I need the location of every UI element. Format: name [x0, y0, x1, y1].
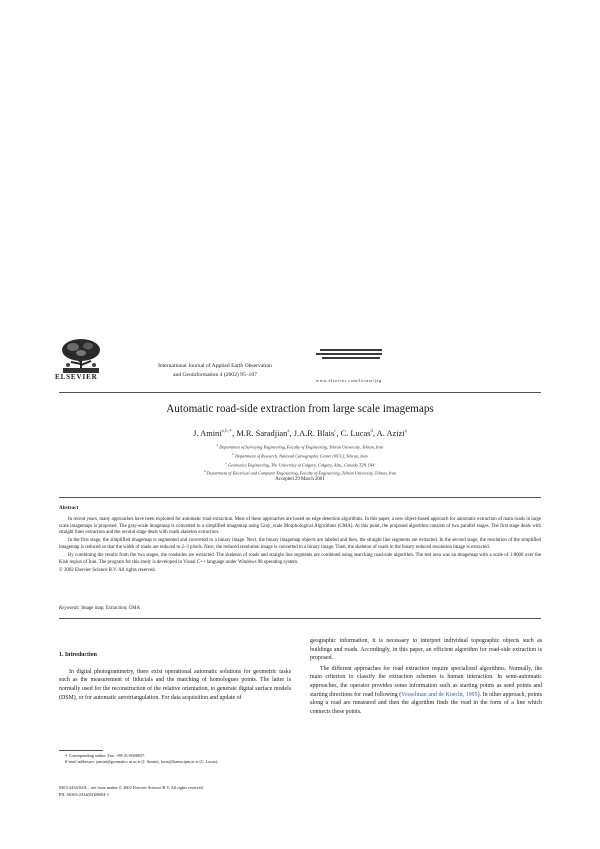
- author-name: C. Lucas: [340, 428, 371, 438]
- body-paragraph: [310, 665, 542, 717]
- header-rule: [59, 392, 541, 393]
- author-affiliation-mark[interactable]: d: [370, 429, 373, 434]
- journal-url[interactable]: www.elsevier.com/locate/jag: [316, 378, 382, 383]
- section-heading: 1. Introduction: [59, 652, 97, 658]
- abstract-paragraph: By combining the results from the two stages, the roadsides are extracted. The skeleton of roads and straight line segments are combined using searching road-side algorithm. The test area was an imagemap with a scale of 1:8000 over the Kish region of Iran. The program for this study is developed in Visual C++ language under Windows 98 operating system.: [59, 553, 541, 565]
- paragraph-text: The different approaches for road extraction require specialized algorithms. Normally, the main criterion to classify the extraction schemes is human interaction. In semi-automatic approaches, the operator provides some information such as starting points as seed points and starting directions for road following (: [310, 665, 542, 698]
- front-matter-line: 0303-2434/02/$ – see front matter © 2002 Elsevier Science B.V. All rights reserved.: [59, 785, 204, 790]
- front-matter: [59, 785, 541, 798]
- email-note: [59, 759, 291, 765]
- left-column: [59, 651, 291, 703]
- affiliation-mark: c: [225, 460, 228, 465]
- accepted-date: Accepted 29 March 2001: [275, 477, 325, 482]
- author-affiliation-mark[interactable]: a: [404, 429, 407, 434]
- affiliation-text: Department of Surveying Engineering, Faculty of Engineering, Tehran University, Tehran, Iran: [218, 444, 384, 450]
- footnotes: [59, 753, 291, 766]
- keywords-label: Keywords:: [59, 606, 81, 611]
- affiliation-mark: b: [232, 451, 235, 456]
- abstract-copyright: © 2002 Elsevier Science B.V. All rights reserved.: [59, 567, 156, 573]
- affiliation-mark: a: [216, 443, 219, 447]
- author-affiliation-mark[interactable]: a,b,∗: [221, 429, 233, 434]
- affiliation-line: [59, 460, 541, 469]
- body-paragraph: geographic information, it is necessary to interpret individual topographic objects such as buildings and roads. Accordingly, in this paper, an efficient algorithm for road-side extraction is proposed.: [310, 638, 542, 662]
- journal-name: International Journal of Applied Earth Observation: [158, 363, 272, 369]
- author-name: J. Amini: [193, 428, 222, 438]
- abstract-heading: Abstract: [59, 505, 79, 511]
- affiliation-text: Geomatics Engineering, The University of Calgary, Calgary, Alta., Canada T2N 1N4: [227, 462, 375, 468]
- email-label: E-mail addresses:: [65, 759, 96, 765]
- abstract-bottom-rule: [59, 618, 541, 619]
- affiliation-text: Department of Electrical and Computer Engineering, Faculty of Engineering, Tehran University, Tehran, Iran: [205, 470, 397, 476]
- affiliation-line: [59, 442, 541, 451]
- author-name: A. Azizi: [376, 428, 405, 438]
- affiliation-line: [59, 451, 541, 460]
- publisher-wordmark: ELSEVIER: [55, 373, 98, 381]
- author-list: J. Amini$^{a,b,∗}$, M.R. Saradjian$^a$, J.A.R. Blais$^c$, C. Lucas$^d$, A. Azizi$^a$: [193, 428, 407, 438]
- footnote-rule: [59, 750, 103, 751]
- right-column: [310, 637, 542, 717]
- keywords-line: [59, 606, 140, 611]
- journal-citation: [120, 362, 310, 380]
- abstract-paragraph: In the first stage, the simplified imagemap is segmented and converted to a binary image. Next, the binary imagemap objects are labeled and then, the straight line segments are extracted. In the second stage, the resolution of the simplified imagemap is reduced so that the width of roads are reduced to 2–3 pixels. Next, the reduced resolution image is converted to a binary image. Then, the skeleton of roads in the binary reduced resolution image is extracted.: [59, 538, 541, 550]
- paragraph-text: ). In other approach, points along a road are measured and then the algorithm finds the road in the form of a line which connects these points.: [310, 691, 543, 716]
- affiliation-line: [59, 468, 541, 477]
- citation-link[interactable]: Vosselman and de Knecht, 1995: [401, 691, 478, 698]
- journal-masthead-mark: [316, 349, 382, 361]
- corresponding-author-note: ∗ Corresponding author. Fax: +98-21-8008837.: [65, 753, 146, 758]
- author-name: M.R. Saradjian: [236, 428, 288, 438]
- abstract-top-rule: [59, 497, 541, 498]
- affiliation-mark: d: [203, 469, 206, 474]
- affiliation-list: [59, 442, 541, 477]
- pii-line: PII: S0303-2434(02)00004-1: [59, 791, 110, 797]
- article-title: Automatic road-side extraction from large scale imagemaps: [166, 403, 434, 415]
- author-affiliation-mark[interactable]: c: [334, 429, 337, 434]
- affiliation-text: Department of Research, National Cartographic Center (NCC), Tehran, Iran: [234, 453, 368, 459]
- keywords-values: Image map; Extraction; GMA: [81, 606, 141, 611]
- elsevier-tree-logo: [59, 338, 103, 374]
- author-affiliation-mark[interactable]: a: [287, 429, 290, 434]
- abstract-paragraph: In recent years, many approaches have been exploited for automatic road extraction. Most of these approaches are based on edge detection algorithms. In this paper, a new object-based approach for automatic extraction of main roads in large scale imagemaps is proposed. The gray-scale imagemap is converted to a simplified imagemap using Gray_scale Morphological Algorithms (GMA). At this point, the proposed algorithm consists of two parallel stages. The first stage deals with straight lines extraction and the second stage deals with roads skeleton extraction.: [59, 517, 541, 536]
- email-addresses[interactable]: jamini@geomatics.ut.ac.ir (J. Amini), lucas@karun.ipm.ac.ir (C. Lucas).: [96, 759, 219, 765]
- abstract-body: [59, 517, 541, 576]
- body-paragraph: In digital photogrammetry, there exist operational automatic solutions for geometric tasks such as the measurement of fiducials and the matching of homologues points. The latter is normally used for the reconstruction of the relative orientation, to generate digital surface models (DSM), or for automatic aerotriangulation. For data acquisition and update of: [59, 668, 291, 701]
- author-name: J.A.R. Blais: [293, 428, 335, 438]
- journal-volume: and Geoinformation 4 (2002) 95–107: [173, 372, 257, 378]
